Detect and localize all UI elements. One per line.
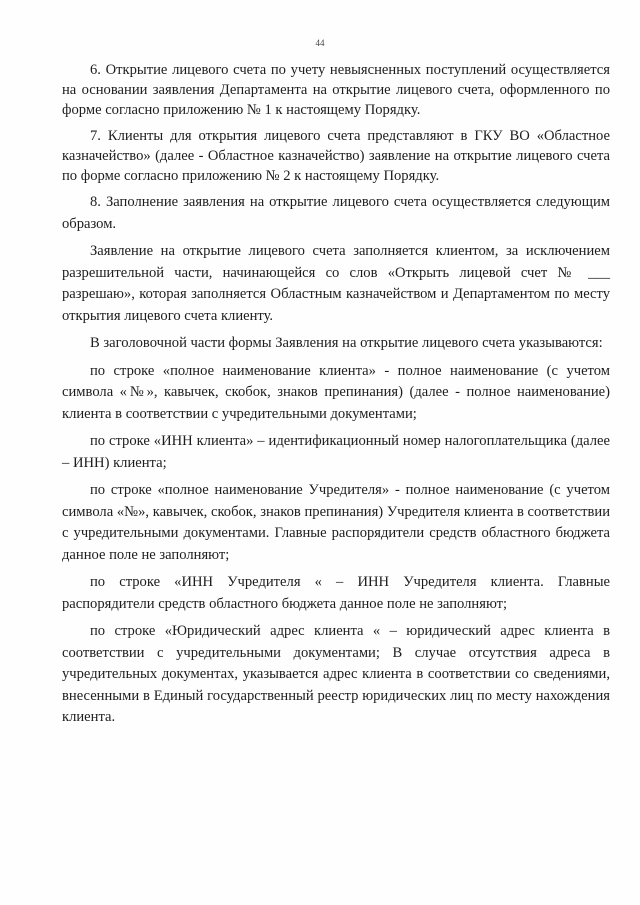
- paragraph-legal-address: по строке «Юридический адрес клиента « – юридический адрес клиента в соответствии с учредительными документами; В случае отсутствия адреса в учредительных документах, указывается адрес клиента в соответствии со сведениями, внесенными в Единый государственный реестр юридических лиц по месту нахождения клиента.: [62, 623, 610, 725]
- paragraph-7: 7. Клиенты для открытия лицевого счета представляют в ГКУ ВО «Областное казначейство» (далее - Областное казначейство) заявление на открытие лицевого счета по форме согласно приложению № 2 к настоящему Порядку.: [62, 128, 610, 184]
- paragraph-client-inn: по строке «ИНН клиента» – идентификационный номер налогоплательщика (далее – ИНН) клиента;: [62, 433, 610, 471]
- paragraph-6: 6. Открытие лицевого счета по учету невыясненных поступлений осуществляется на основании заявления Департамента на открытие лицевого счета, оформленного по форме согласно приложению № 1 к настоящему Порядку.: [62, 62, 610, 118]
- paragraph-8: 8. Заполнение заявления на открытие лицевого счета осуществляется следующим образом.: [62, 194, 610, 232]
- paragraph-application-filling: Заявление на открытие лицевого счета заполняется клиентом, за исключением разрешительной части, начинающейся со слов «Открыть лицевой счет № ___ разрешаю», которая заполняется Областным казначейством и Департаментом по месту открытия лицевого счета клиенту.: [62, 243, 610, 324]
- paragraph-client-full-name: по строке «полное наименование клиента» - полное наименование (с учетом символа «№», кавычек, скобок, знаков препинания) (далее - полное наименование) клиента в соответствии с учредительными документами;: [62, 362, 610, 422]
- document-body: [62, 60, 610, 735]
- page-number: 44: [315, 38, 325, 48]
- paragraph-founder-full-name: по строке «полное наименование Учредителя» - полное наименование (с учетом символа «№», кавычек, скобок, знаков препинания) Учредителя клиента в соответствии с учредительными документами. Главные распорядители средств областного бюджета данное поле не заполняют;: [62, 482, 610, 563]
- paragraph-founder-inn: по строке «ИНН Учредителя « – ИНН Учредителя клиента. Главные распорядители средств областного бюджета данное поле не заполняют;: [62, 574, 610, 612]
- paragraph-header-section: В заголовочной части формы Заявления на открытие лицевого счета указываются:: [90, 335, 603, 351]
